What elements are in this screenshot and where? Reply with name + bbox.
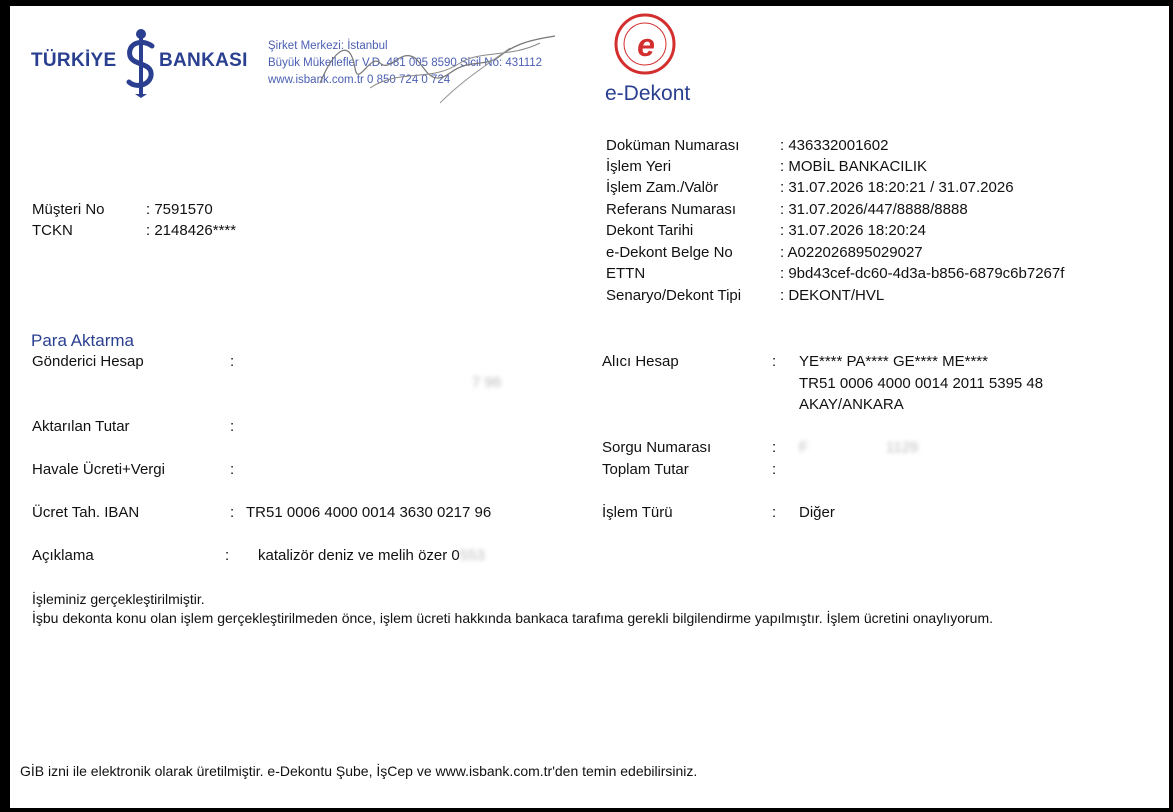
bank-emblem-icon	[121, 26, 161, 98]
doc-label: İşlem Zam./Valör	[606, 179, 719, 196]
bank-name-right: BANKASI	[159, 50, 248, 71]
tckn-value: : 2148426****	[146, 222, 237, 239]
footer-note: GİB izni ile elektronik olarak üretilmiştir. e-Dekontu Şube, İşCep ve www.isbank.com.tr'den temin edebilirsiniz.	[20, 763, 698, 779]
query-value-start: F	[799, 439, 809, 456]
description-value: katalizör deniz ve melih özer 0553	[258, 547, 485, 564]
receiver-label: Alıcı Hesap	[602, 353, 679, 370]
total-colon: :	[772, 461, 777, 478]
doc-value: : DEKONT/HVL	[780, 287, 885, 304]
total-label: Toplam Tutar	[602, 461, 689, 478]
fee-iban-colon: :	[230, 504, 235, 521]
doc-value: : 436332001602	[780, 137, 889, 154]
sender-account-tail: 7 96	[472, 374, 502, 391]
transaction-type-value: Diğer	[799, 504, 835, 521]
receipt-page	[10, 6, 1169, 808]
doc-value: : 31.07.2026 18:20:21 / 31.07.2026	[780, 179, 1014, 196]
svg-text:e: e	[637, 27, 655, 63]
query-value-end: 1129	[886, 439, 919, 456]
doc-value: : A022026895029027	[780, 244, 923, 261]
bank-name-left: TÜRKİYE	[31, 50, 117, 71]
customer-no-label: Müşteri No	[32, 201, 105, 218]
query-colon: :	[772, 439, 777, 456]
doc-value: : 31.07.2026/447/8888/8888	[780, 201, 968, 218]
sender-colon: :	[230, 353, 235, 370]
doc-value: : MOBİL BANKACILIK	[780, 158, 927, 175]
amount-label: Aktarılan Tutar	[32, 418, 130, 435]
signature-image	[310, 28, 560, 108]
doc-label: Doküman Numarası	[606, 137, 740, 154]
doc-label: e-Dekont Belge No	[606, 244, 733, 261]
description-colon: :	[225, 547, 230, 564]
sender-label: Gönderici Hesap	[32, 353, 144, 370]
tckn-label: TCKN	[32, 222, 73, 239]
doc-label: İşlem Yeri	[606, 158, 672, 175]
fee-colon: :	[230, 461, 235, 478]
receiver-colon: :	[772, 353, 777, 370]
transaction-type-label: İşlem Türü	[602, 504, 673, 521]
receiver-name: YE**** PA**** GE**** ME****	[799, 353, 988, 370]
bank-hq-line2: Büyük Mükellefler V.D. 481 005 8590 Sicil No: 431112	[268, 57, 543, 69]
bank-hq-line3: www.isbank.com.tr 0 850 724 0 724	[268, 74, 451, 86]
doc-value: : 9bd43cef-dc60-4d3a-b856-6879c6b7267f	[780, 265, 1065, 282]
amount-colon: :	[230, 418, 235, 435]
fee-label: Havale Ücreti+Vergi	[32, 461, 165, 478]
note-completed: İşleminiz gerçekleştirilmiştir.	[32, 591, 205, 607]
doc-value: : 31.07.2026 18:20:24	[780, 222, 926, 239]
note-fee-consent: İşbu dekonta konu olan işlem gerçekleştirilmeden önce, işlem ücreti hakkında bankaca tarafıma gerekli bilgilendirme yapılmıştır. İşlem ücretini onaylıyorum.	[32, 610, 994, 626]
receiver-branch: AKAY/ANKARA	[799, 396, 904, 413]
edekont-title: e-Dekont	[605, 82, 691, 105]
fee-iban-value: TR51 0006 4000 0014 3630 0217 96	[246, 504, 492, 521]
doc-label: ETTN	[606, 265, 646, 282]
doc-label: Dekont Tarihi	[606, 222, 694, 239]
fee-iban-label: Ücret Tah. IBAN	[32, 504, 140, 521]
doc-label: Senaryo/Dekont Tipi	[606, 287, 742, 304]
bank-hq-line1: Şirket Merkezi: İstanbul	[268, 40, 388, 52]
transaction-type-colon: :	[772, 504, 777, 521]
section-title: Para Aktarma	[31, 331, 134, 350]
description-label: Açıklama	[32, 547, 94, 564]
doc-label: Referans Numarası	[606, 201, 737, 218]
query-label: Sorgu Numarası	[602, 439, 712, 456]
receiver-iban: TR51 0006 4000 0014 2011 5395 48	[799, 375, 1044, 392]
customer-no-value: : 7591570	[146, 201, 213, 218]
gib-badge-icon	[613, 12, 677, 76]
